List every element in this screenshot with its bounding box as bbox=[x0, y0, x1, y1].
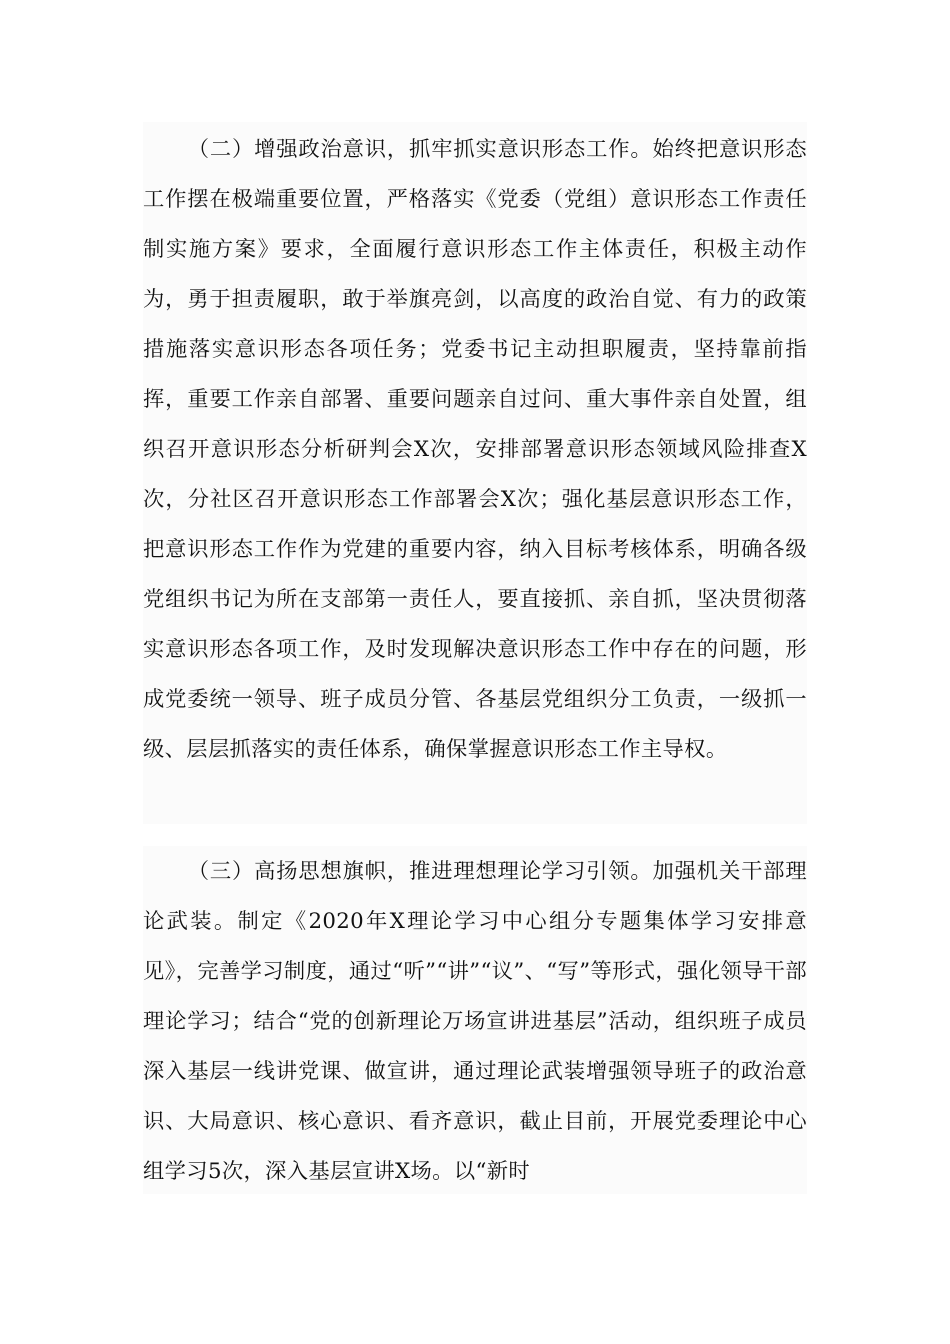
paragraph-theory-study: （三）高扬思想旗帜，推进理想理论学习引领。加强机关干部理论武装。制定《2020年X理论学习中心组分专题集体学习安排意见》，完善学习制度，通过“听”“讲”“议”、“写”等形式，强化领导干部理论学习；结合“党的创新理论万场宣讲进基层”活动，组织班子成员深入基层一线讲党课、做宣讲，通过理论武装增强领导班子的政治意识、大局意识、核心意识、看齐意识，截止目前，开展党委理论中心组学习5次，深入基层宣讲X场。以“新时 bbox=[143, 859, 807, 1184]
paragraph-block-political-awareness bbox=[143, 122, 807, 824]
paragraph-political-awareness: （二）增强政治意识，抓牢抓实意识形态工作。始终把意识形态工作摆在极端重要位置，严格落实《党委（党组）意识形态工作责任制实施方案》要求，全面履行意识形态工作主体责任，积极主动作为，勇于担责履职，敢于举旗亮剑，以高度的政治自觉、有力的政策措施落实意识形态各项任务；党委书记主动担职履责，坚持靠前指挥，重要工作亲自部署、重要问题亲自过问、重大事件亲自处置，组织召开意识形态分析研判会X次，安排部署意识形态领域风险排查X次，分社区召开意识形态工作部署会X次；强化基层意识形态工作，把意识形态工作作为党建的重要内容，纳入目标考核体系，明确各级党组织书记为所在支部第一责任人，要直接抓、亲自抓，坚决贯彻落实意识形态各项工作，及时发现解决意识形态工作中存在的问题，形成党委统一领导、班子成员分管、各基层党组织分工负责，一级抓一级、层层抓落实的责任体系，确保掌握意识形态工作主导权。 bbox=[143, 137, 807, 762]
paragraph-block-theory-study bbox=[143, 846, 807, 1194]
